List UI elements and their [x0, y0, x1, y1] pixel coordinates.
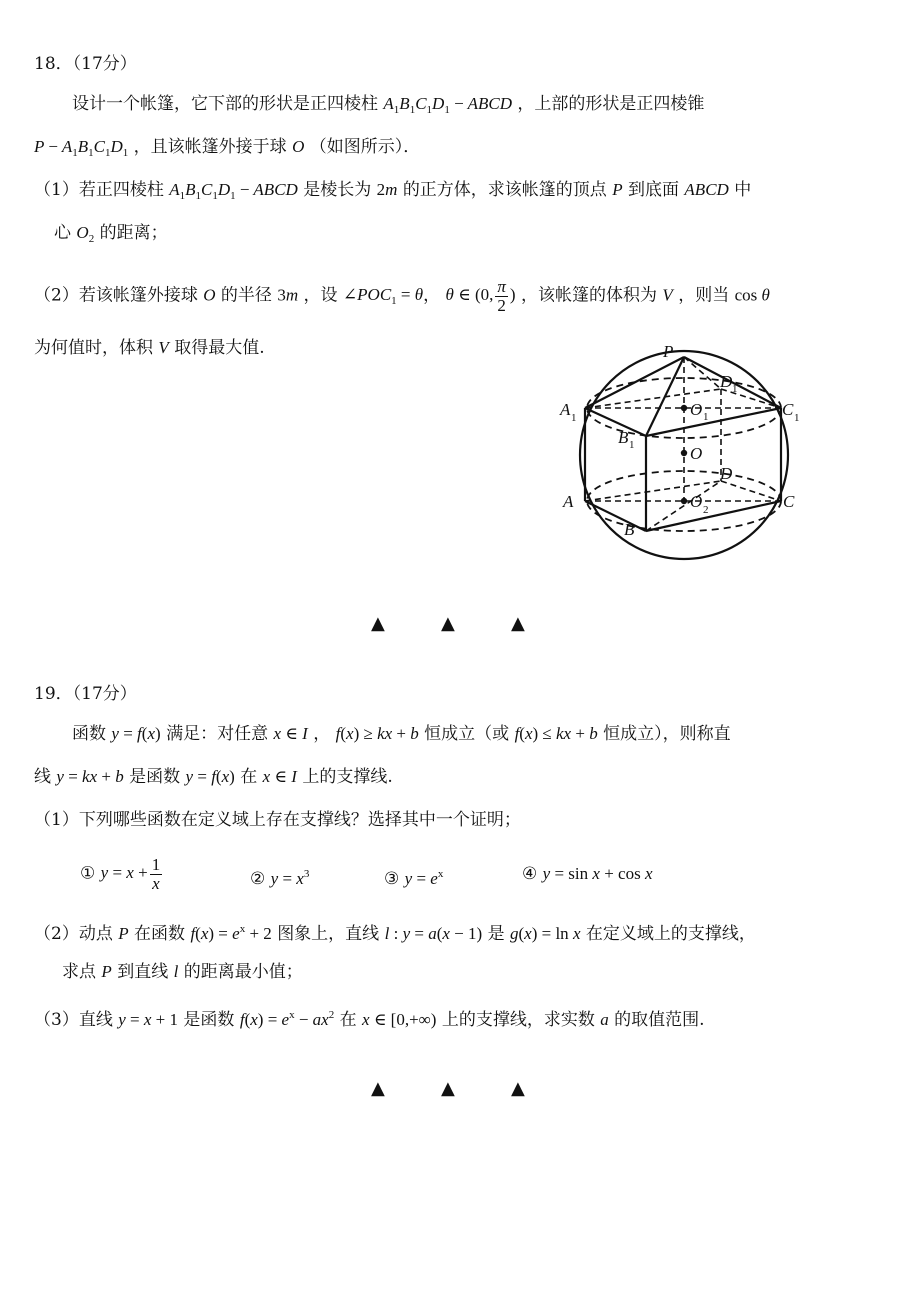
q18-part2-line2: 为何值时，体积 V 取得最大值. — [34, 338, 265, 358]
svg-text:O: O — [690, 444, 703, 463]
svg-text:P: P — [663, 342, 674, 361]
separator-triangle: ▲ — [511, 613, 525, 634]
q19-option-4: ④ y = sin x + cos x — [522, 864, 653, 884]
separator-triangle: ▲ — [371, 1078, 385, 1099]
q19-option-3: ③ $y = e^x$ — [384, 868, 444, 889]
svg-text:C: C — [783, 492, 795, 511]
svg-text:D: D — [720, 464, 733, 483]
q18-part1-line1: （1）若正四棱柱 $A_1B_1C_1D_1$ − ABCD 是棱长为 2m 的正方体，求该帐篷的顶点 P 到底面 ABCD 中 — [34, 180, 752, 202]
svg-text:1: 1 — [703, 411, 709, 423]
svg-text:B: B — [624, 520, 635, 539]
q18-intro-line2: $P - A_1B_1C_1D_1$ ，且该帐篷外接于球 O （如图所示）． — [34, 137, 421, 159]
q18-part2-line1: （2）若该帐篷外接球 O 的半径 3m ，设 $\angle POC_1 = \theta$， θ ∈ (0, $\frac{\pi}{2}$ ) ，该帐篷的体积为 V ，则当 cos θ — [34, 277, 770, 315]
svg-text:O: O — [690, 400, 703, 419]
separator-triangle: ▲ — [441, 1078, 455, 1099]
svg-text:A: A — [560, 400, 571, 419]
svg-text:C: C — [782, 400, 794, 419]
q19-part2-line1: （2）动点 P 在函数 $f(x) = e^x + 2$ 图象上，直线 l : y = a(x − 1) 是 g(x) = ln x 在定义域上的支撑线， — [34, 923, 756, 944]
q19-heading: 19．（17分） — [34, 684, 137, 704]
separator-triangle: ▲ — [371, 613, 385, 634]
q19-option-2: ② $y = x^3$ — [250, 868, 310, 889]
svg-text:1: 1 — [732, 383, 738, 395]
svg-text:1: 1 — [794, 412, 800, 424]
q18-part1-line2: 心 $O_2$ 的距离； — [54, 223, 168, 245]
q18-heading: 18．（17分） — [34, 54, 137, 74]
q19-intro-line2: 线 y = kx + b 是函数 y = f(x) 在 x ∈ I 上的支撑线. — [34, 767, 393, 787]
svg-text:A: A — [563, 492, 574, 511]
separator-triangle: ▲ — [441, 613, 455, 634]
svg-text:O: O — [690, 492, 703, 511]
svg-text:D: D — [720, 372, 733, 391]
svg-text:2: 2 — [703, 504, 709, 516]
q19-intro-line1: 函数 y = f(x) 满足：对任意 x ∈ I ， f(x) ≥ kx + b 恒成立（或 f(x) ≤ kx + b 恒成立），则称直 — [72, 724, 731, 744]
svg-text:1: 1 — [571, 412, 577, 424]
q19-part2-line2: 求点 P 到直线 l 的距离最小值； — [62, 962, 303, 982]
separator-triangle: ▲ — [511, 1078, 525, 1099]
q19-options: ① y = x + $\frac{1}{x}$ — [80, 855, 161, 893]
q19-part3: （3）直线 y = x + 1 是函数 $f(x) = e^x - ax^2$ 在 x ∈ [0,+∞) 上的支撑线，求实数 a 的取值范围. — [34, 1009, 705, 1030]
q18-intro-line1: 设计一个帐篷，它下部的形状是正四棱柱 $A_1B_1C_1D_1$ − ABCD ，上部的形状是正四棱锥 — [72, 94, 705, 116]
tent-sphere-figure — [550, 335, 830, 580]
q19-part1: （1）下列哪些函数在定义域上存在支撑线？选择其中一个证明； — [34, 810, 521, 830]
svg-text:1: 1 — [629, 439, 635, 451]
svg-text:B: B — [618, 428, 629, 447]
